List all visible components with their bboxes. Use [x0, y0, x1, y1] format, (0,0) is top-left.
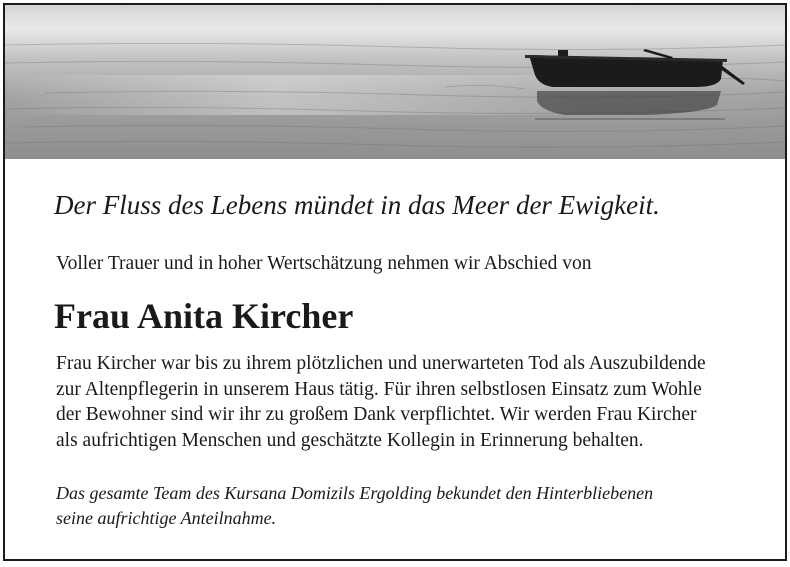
- tribute-line: Frau Kircher war bis zu ihrem plötzlichen und unerwarteten Tod als Auszubildende: [56, 353, 706, 374]
- closing-text: [56, 481, 756, 531]
- tribute-line: zur Altenpflegerin in unserem Haus tätig. Für ihren selbstlosen Einsatz zum Wohle: [56, 378, 702, 400]
- tribute-line: als aufrichtigen Menschen und geschätzte Kollegin in Erinnerung behalten.: [56, 429, 644, 451]
- intro-text: Voller Trauer und in hoher Wertschätzung nehmen wir Abschied von: [56, 253, 592, 274]
- closing-line: Das gesamte Team des Kursana Domizils Ergolding bekundet den Hinterbliebenen: [56, 483, 654, 503]
- lake-boat-photo: [5, 5, 785, 159]
- tribute-text: [56, 351, 756, 453]
- deceased-name: Frau Anita Kircher: [54, 296, 354, 336]
- tribute-line: der Bewohner sind wir ihr zu großem Dank verpflichtet. Wir werden Frau Kircher: [56, 404, 697, 425]
- rowing-boat-on-lake-photo: [5, 5, 785, 159]
- closing-line: seine aufrichtige Anteilnahme.: [56, 508, 277, 528]
- obituary-notice: [3, 3, 787, 561]
- motto-quote: Der Fluss des Lebens mündet in das Meer der Ewigkeit.: [54, 190, 660, 220]
